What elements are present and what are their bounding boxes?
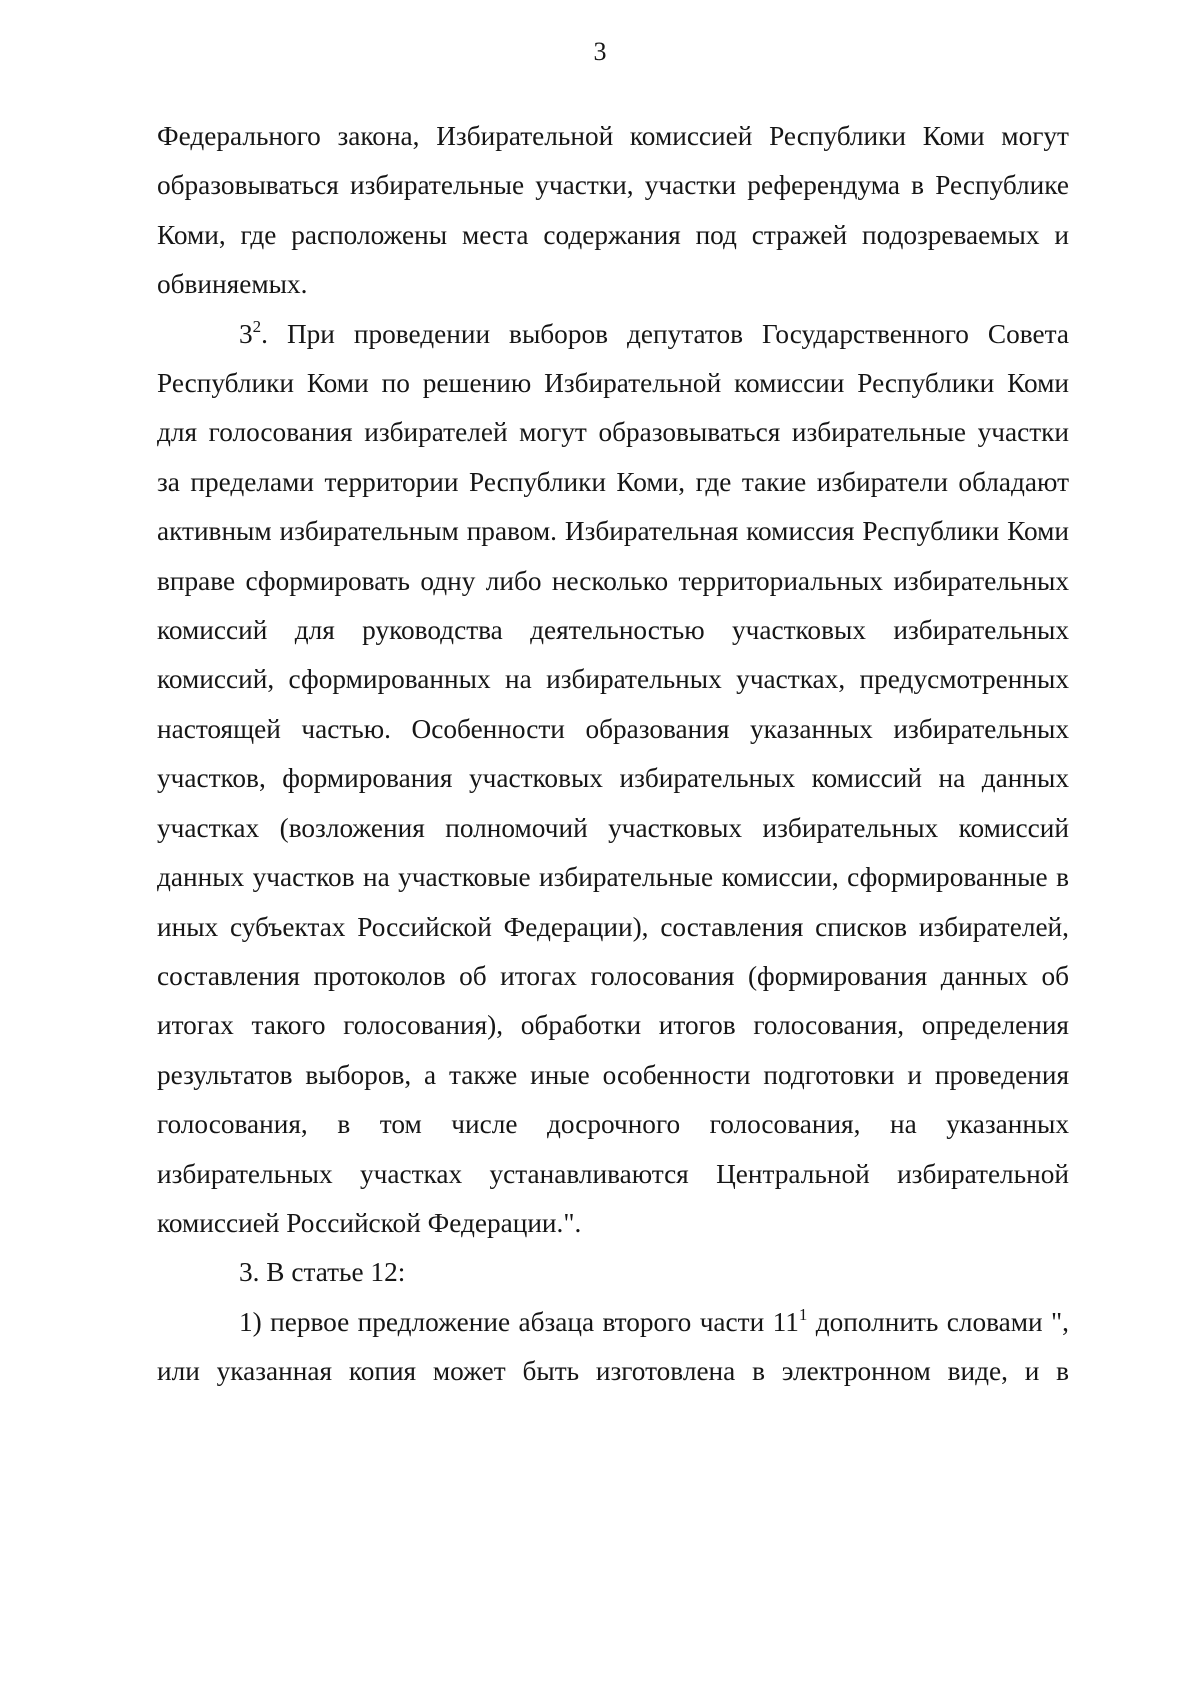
page-number: 3: [593, 37, 607, 66]
part-number-superscript: 2: [252, 316, 262, 336]
item-text-after: дополнить словами ", или указанная копия может быть изготовлена в электронном виде, и в: [157, 1306, 1069, 1387]
paragraph-item-1: [157, 1298, 1069, 1397]
paragraph-continuation: Федерального закона, Избирательной комиссией Республики Коми могут образовываться избирательные участки, участки референдума в Республике Коми, где расположены места содержания под стражей подозреваемых и обвиняемых.: [157, 121, 1069, 300]
paragraph-part-3-2: [157, 310, 1069, 1249]
paragraph-text: . При проведении выборов депутатов Государственного Совета Республики Коми по решению Избирательной комиссии Республики Коми для голосования избирателей могут образовываться избирательные участки за пределами территории Республики Коми, где такие избиратели обладают активным избирательным правом. Избирательная комиссия Республики Коми вправе сформировать одну либо несколько территориальных избирательных комиссий для руководства деятельностью участковых избирательных комиссий, сформированных на избирательных участках, предусмотренных настоящей частью. Особенности образования указанных избирательных участков, формирования участковых избирательных комиссий на данных участках (возложения полномочий участковых избирательных комиссий данных участков на участковые избирательные комиссии, сформированные в иных субъектах Российской Федерации), составления списков избирателей, составления протоколов об итогах голосования (формирования данных об итогах такого голосования), обработки итогов голосования, определения результатов выборов, а также иные особенности подготовки и проведения голосования, в том числе досрочного голосования, на указанных избирательных участках устанавливаются Центральной избирательной комиссией Российской Федерации.".: [157, 318, 1069, 1238]
part-number: 3: [239, 318, 253, 349]
item-text-before: 1) первое предложение абзаца второго части 11: [239, 1306, 799, 1337]
document-body: [157, 112, 1069, 1397]
item-superscript: 1: [798, 1304, 808, 1324]
paragraph-article-12-heading: 3. В статье 12:: [239, 1257, 406, 1288]
